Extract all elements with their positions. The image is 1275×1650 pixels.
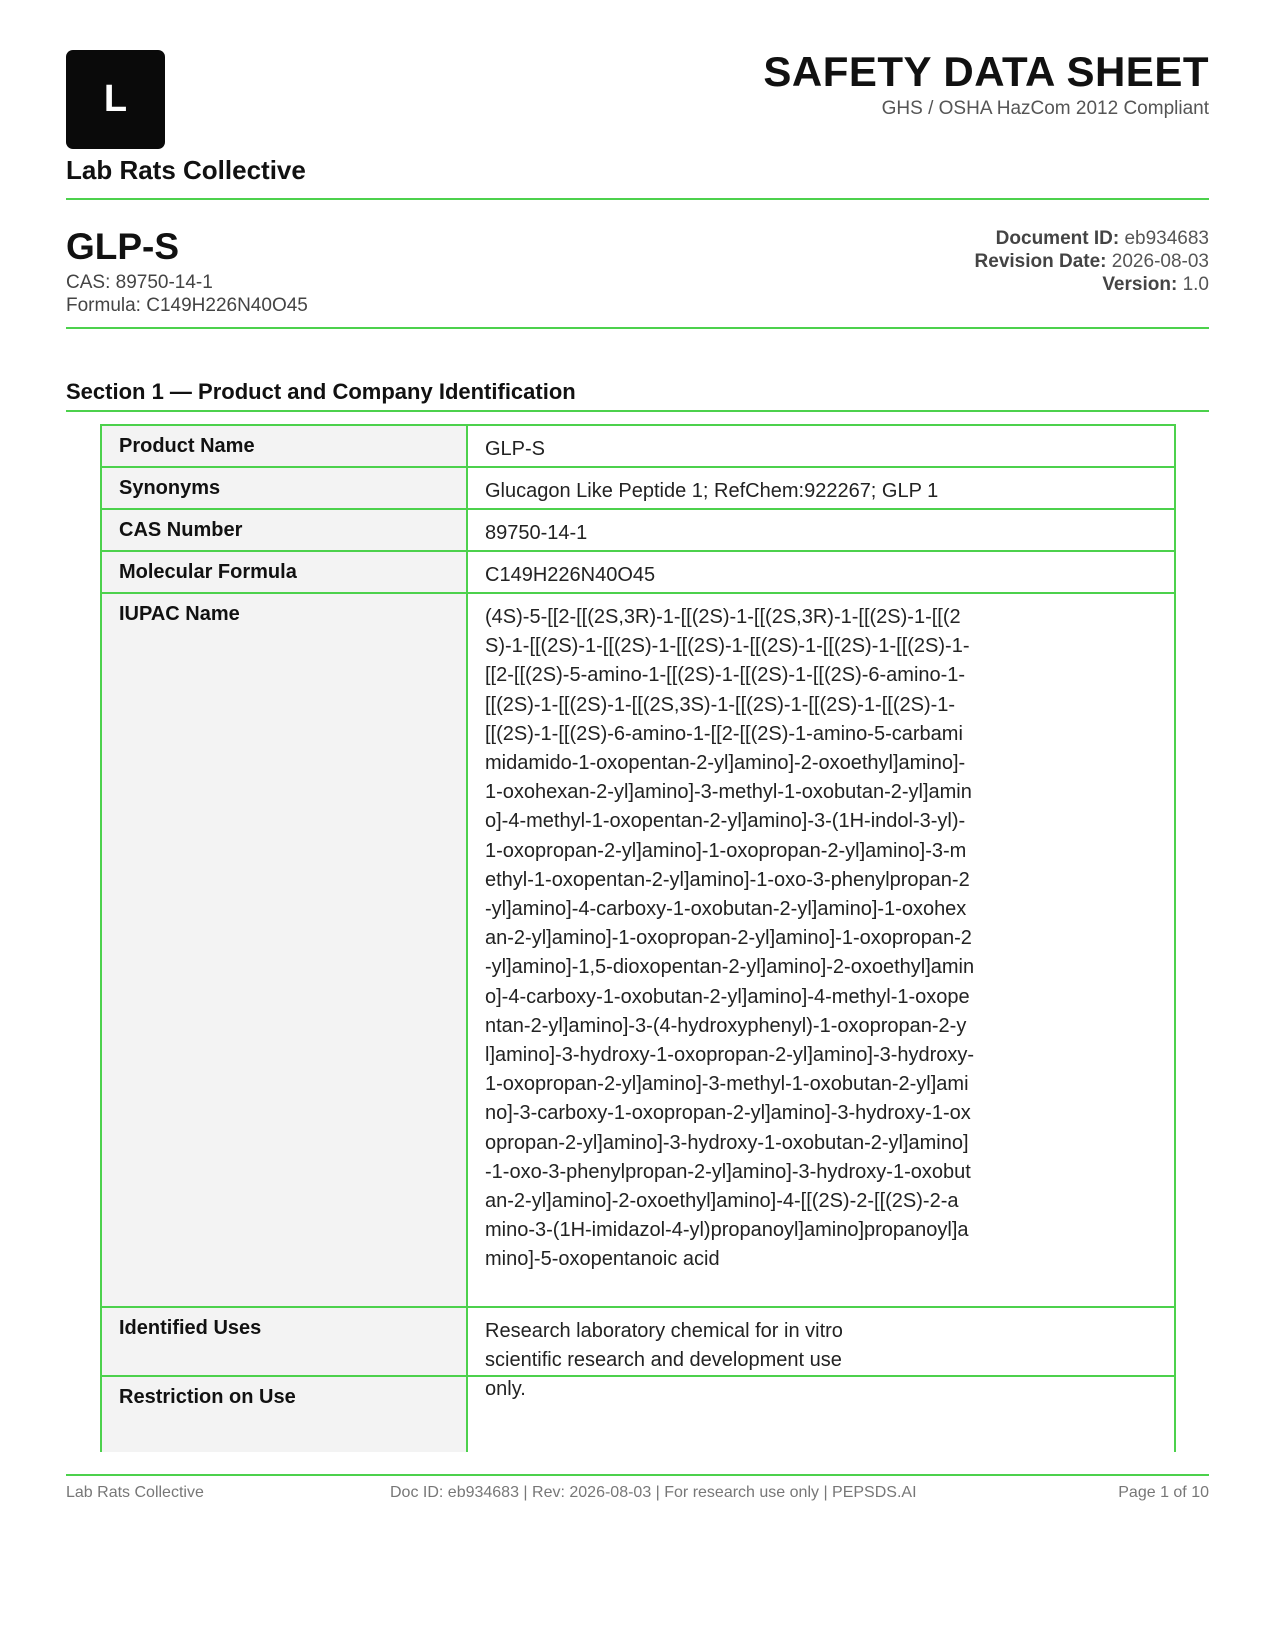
table-label: Synonyms	[102, 468, 468, 508]
company-logo	[66, 50, 165, 149]
product-formula: Formula: C149H226N40O45	[66, 295, 308, 316]
version-label: Version:	[1102, 274, 1178, 295]
revision-date-label: Revision Date:	[974, 251, 1107, 272]
section-1-heading: Section 1 — Product and Company Identification	[66, 379, 576, 404]
table-value: GLP-S	[485, 438, 546, 460]
product-divider	[66, 327, 1209, 329]
table-label: Restriction on Use	[102, 1377, 468, 1452]
table-row-cas-number	[100, 508, 1176, 552]
revision-date	[975, 251, 1209, 273]
header-divider	[66, 198, 1209, 200]
document-subtitle: GHS / OSHA HazCom 2012 Compliant	[881, 98, 1209, 119]
table-value: C149H226N40O45	[485, 564, 656, 586]
footer-divider	[66, 1474, 1209, 1476]
footer-doc-info: Doc ID: eb934683 | Rev: 2026-08-03 | For research use only | PEPSDS.AI	[390, 1484, 917, 1501]
section-1-divider	[66, 410, 1209, 412]
table-label: Identified Uses	[102, 1308, 468, 1375]
table-label: CAS Number	[102, 510, 468, 550]
table-row-restriction-on-use	[100, 1375, 1176, 1452]
version	[1102, 274, 1209, 296]
product-title: GLP-S	[66, 226, 180, 267]
product-cas: CAS: 89750-14-1	[66, 272, 213, 293]
table-label: IUPAC Name	[102, 594, 468, 1306]
footer-page-number: Page 1 of 10	[1118, 1484, 1209, 1501]
table-row-product-name	[100, 424, 1176, 468]
table-row-iupac-name	[100, 592, 1176, 1308]
footer-company: Lab Rats Collective	[66, 1484, 204, 1501]
table-label: Molecular Formula	[102, 552, 468, 592]
iupac-name-value: (4S)-5-[[2-[[(2S,3R)-1-[[(2S)-1-[[(2S,3R)-1-[[(2S)-1-[[(2S)-1-[[(2S)-1-[[(2S)-1-[[(2S)-1-[[(2S)-1-[[(2S)-1-[[(2S)-1-[[2-[[(2S)-5-amino-1-[[(2S)-1-[[(2S)-1-[[(2S)-6-amino-1-[[(2S)-1-[[(2S)-1-[[(2S,3S)-1-[[(2S)-1-[[(2S)-1-[[(2S)-1-[[(2S)-1-[[(2S)-6-amino-1-[[2-[[(2S)-1-amino-5-carbamimidamido-1-oxopentan-2-yl]amino]-2-oxoethyl]amino]-1-oxohexan-2-yl]amino]-3-methyl-1-oxobutan-2-yl]amino]-4-methyl-1-oxopentan-2-yl]amino]-3-(1H-indol-3-yl)-1-oxopropan-2-yl]amino]-1-oxopropan-2-yl]amino]-3-methyl-1-oxopentan-2-yl]amino]-1-oxo-3-phenylpropan-2-yl]amino]-4-carboxy-1-oxobutan-2-yl]amino]-1-oxohexan-2-yl]amino]-1-oxopropan-2-yl]amino]-1-oxopropan-2-yl]amino]-1,5-dioxopentan-2-yl]amino]-2-oxoethyl]amino]-4-carboxy-1-oxobutan-2-yl]amino]-4-methyl-1-oxopentan-2-yl]amino]-3-(4-hydroxyphenyl)-1-oxopropan-2-yl]amino]-3-hydroxy-1-oxopropan-2-yl]amino]-3-hydroxy-1-oxopropan-2-yl]amino]-3-methyl-1-oxobutan-2-yl]amino]-3-carboxy-1-oxopropan-2-yl]amino]-3-hydroxy-1-oxopropan-2-yl]amino]-3-hydroxy-1-oxobutan-2-yl]amino]-1-oxo-3-phenylpropan-2-yl]amino]-3-hydroxy-1-oxobutan-2-yl]amino]-2-oxoethyl]amino]-4-[[(2S)-2-[[(2S)-2-amino-3-(1H-imidazol-4-yl)propanoyl]amino]propanoyl]amino]-5-oxopentanoic acid	[485, 606, 975, 1271]
table-value: Glucagon Like Peptide 1; RefChem:922267; GLP 1	[485, 480, 939, 502]
identification-table	[100, 424, 1176, 1452]
table-value: 89750-14-1	[485, 522, 588, 544]
table-row-molecular-formula	[100, 550, 1176, 594]
document-id-value: eb934683	[1124, 228, 1209, 249]
table-value: Research laboratory chemical for in vitro scientific research and development use only.	[485, 1320, 843, 1400]
table-row-synonyms	[100, 466, 1176, 510]
document-id	[996, 228, 1209, 250]
document-id-label: Document ID:	[995, 228, 1120, 249]
table-value	[468, 1377, 1174, 1386]
version-value: 1.0	[1182, 274, 1209, 295]
revision-date-value: 2026-08-03	[1111, 251, 1209, 272]
table-label: Product Name	[102, 426, 468, 466]
document-title: SAFETY DATA SHEET	[763, 48, 1209, 95]
logo-letter: L	[103, 78, 128, 120]
company-name: Lab Rats Collective	[66, 155, 306, 185]
